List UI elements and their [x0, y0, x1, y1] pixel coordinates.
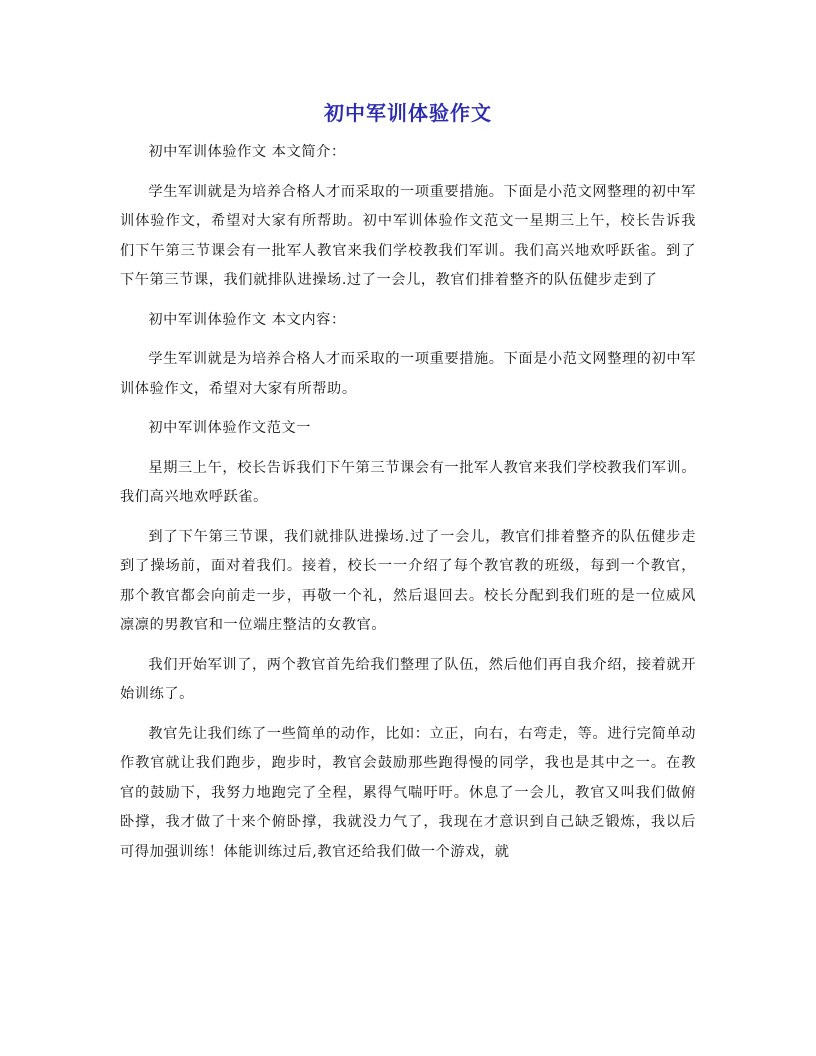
- essay-paragraph-4: 教官先让我们练了一些简单的动作，比如：立正，向右，右弯走，等。进行完简单动作教官就让我们跑步，跑步时，教官会鼓励那些跑得慢的同学，我也是其中之一。在教官的鼓励下，我努力地跑完了全程，累得气喘吁吁。休息了一会儿，教官又叫我们做俯卧撑，我才做了十来个俯卧撑，我就没力气了，我现在才意识到自己缺乏锻炼，我以后可得加强训练！体能训练过后,教官还给我们做一个游戏，就: [120, 725, 696, 860]
- essay-paragraph-2: 到了下午第三节课，我们就排队进操场.过了一会儿，教官们排着整齐的队伍健步走到了操场前，面对着我们。接着，校长一一介绍了每个教官教的班级，每到一个教官，那个教官都会向前走一步，再敬一个礼，然后退回去。校长分配到我们班的是一位威风凛凛的男教官和一位端庄整洁的女教官。: [120, 528, 696, 633]
- essay-paragraph-3: 我们开始军训了，两个教官首先给我们整理了队伍，然后他们再自我介绍，接着就开始训练了。: [120, 656, 696, 702]
- document-body: [120, 98, 696, 877]
- document-title: 初中军训体验作文: [324, 101, 492, 125]
- intro-summary: 学生军训就是为培养合格人才而采取的一项重要措施。下面是小范文网整理的初中军训体验作文，希望对大家有所帮助。初中军训体验作文范文一星期三上午，校长告诉我们下午第三节课会有一批军人教官来我们学校教我们军训。我们高兴地欢呼跃雀。到了下午第三节课，我们就排队进操场.过了一会儿，教官们排着整齐的队伍健步走到了: [120, 183, 696, 288]
- content-heading: 初中军训体验作文 本文内容：: [148, 311, 346, 328]
- essay-paragraph-1: 星期三上午，校长告诉我们下午第三节课会有一批军人教官来我们学校教我们军训。我们高兴地欢呼跃雀。: [120, 459, 696, 505]
- content-intro: 学生军训就是为培养合格人才而采取的一项重要措施。下面是小范文网整理的初中军训体验作文，希望对大家有所帮助。: [120, 351, 696, 397]
- essay-one-heading: 初中军训体验作文范文一: [148, 420, 312, 436]
- intro-heading: 初中军训体验作文 本文简介：: [148, 144, 346, 160]
